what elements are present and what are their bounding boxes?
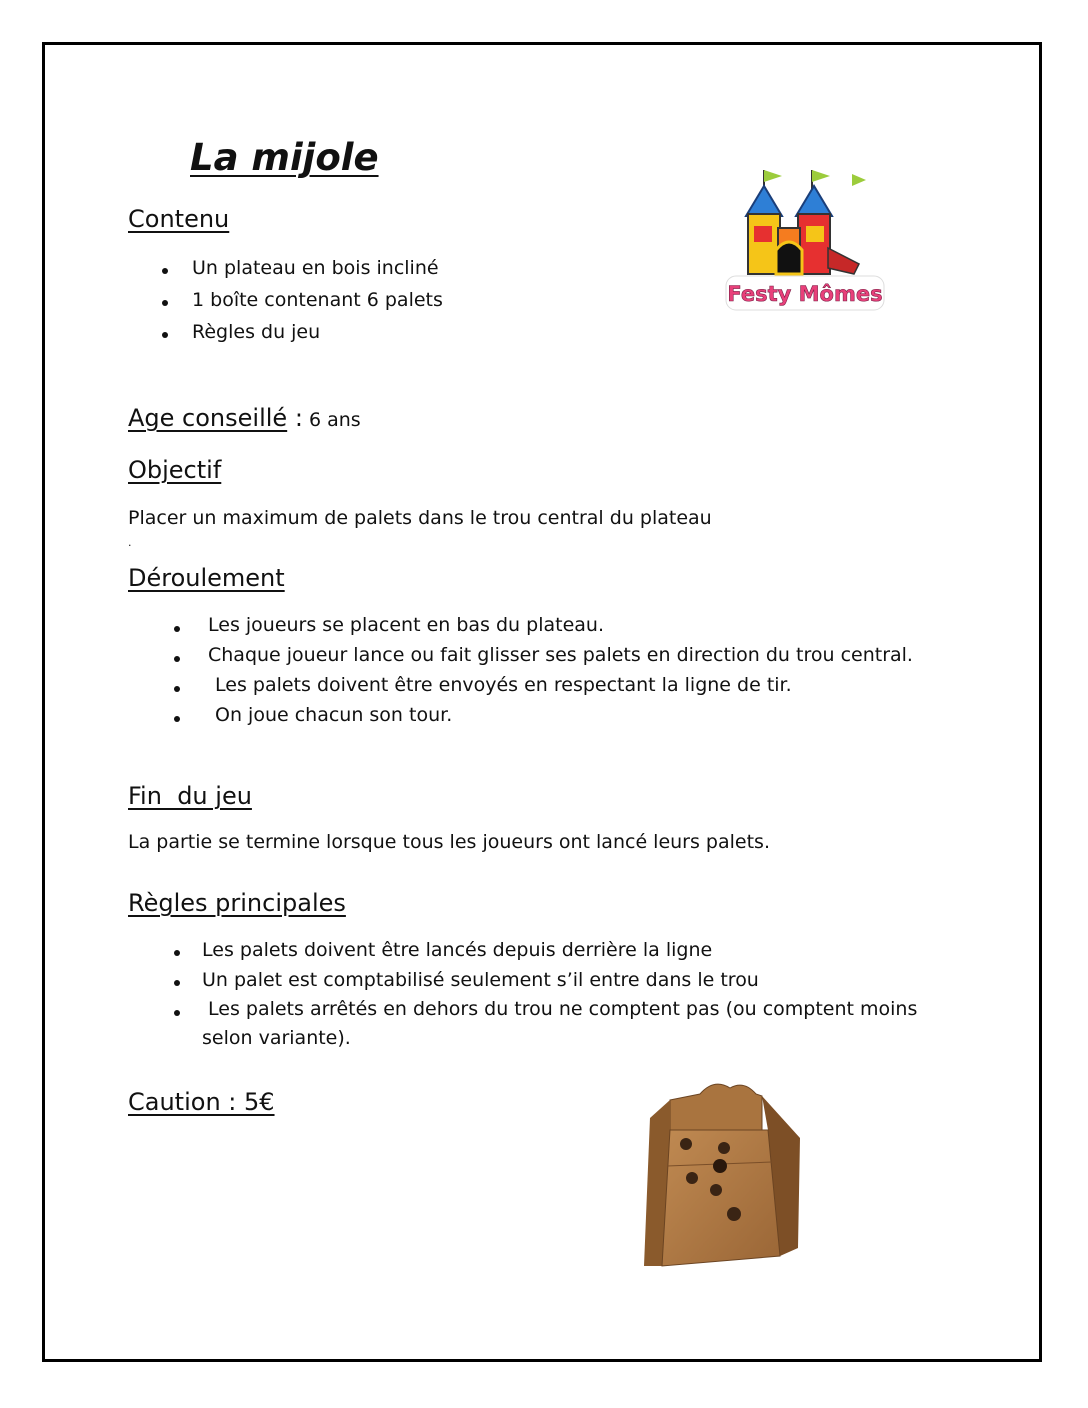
bullet-dot xyxy=(162,268,168,274)
regles-item: Les palets doivent être lancés depuis derrière la ligne xyxy=(202,939,713,961)
festy-momes-logo-icon xyxy=(724,168,886,318)
deroulement-item: On joue chacun son tour. xyxy=(215,704,453,726)
bullet-dot xyxy=(174,1010,180,1016)
regles-heading: Règles principales xyxy=(128,889,346,917)
objectif-heading: Objectif xyxy=(128,456,222,484)
contenu-item: Règles du jeu xyxy=(192,321,321,343)
deroulement-item: Chaque joueur lance ou fait glisser ses palets en direction du trou central. xyxy=(208,644,913,666)
caution-heading: Caution : 5€ xyxy=(128,1088,275,1116)
bullet-dot xyxy=(174,980,180,986)
bullet-dot xyxy=(174,626,180,632)
page-title: La mijole xyxy=(190,136,379,179)
age-line xyxy=(128,404,361,432)
bullet-dot xyxy=(174,950,180,956)
fin-text: La partie se termine lorsque tous les joueurs ont lancé leurs palets. xyxy=(128,831,770,853)
bullet-dot xyxy=(162,300,168,306)
bullet-dot xyxy=(162,332,168,338)
regles-item-continuation: selon variante). xyxy=(202,1027,351,1049)
svg-text:Festy Mômes: Festy Mômes xyxy=(727,282,883,306)
objectif-trailing: . xyxy=(128,536,132,549)
contenu-item: 1 boîte contenant 6 palets xyxy=(192,289,443,311)
age-heading: Age conseillé xyxy=(128,404,288,432)
deroulement-item: Les joueurs se placent en bas du plateau. xyxy=(208,614,604,636)
regles-item: Un palet est comptabilisé seulement s’il entre dans le trou xyxy=(202,969,759,991)
age-separator: : xyxy=(287,404,303,432)
contenu-heading: Contenu xyxy=(128,205,230,233)
objectif-text: Placer un maximum de palets dans le trou central du plateau xyxy=(128,507,712,529)
bullet-dot xyxy=(174,656,180,662)
regles-item: Les palets arrêtés en dehors du trou ne comptent pas (ou comptent moins xyxy=(208,998,918,1020)
fin-heading: Fin du jeu xyxy=(128,782,252,810)
deroulement-heading: Déroulement xyxy=(128,564,285,592)
bullet-dot xyxy=(174,686,180,692)
deroulement-item: Les palets doivent être envoyés en respectant la ligne de tir. xyxy=(215,674,792,696)
page-frame xyxy=(42,42,1042,1362)
contenu-item: Un plateau en bois incliné xyxy=(192,257,439,279)
age-value: 6 ans xyxy=(302,409,361,431)
wooden-board-game-photo-icon xyxy=(640,1078,800,1268)
bullet-dot xyxy=(174,716,180,722)
